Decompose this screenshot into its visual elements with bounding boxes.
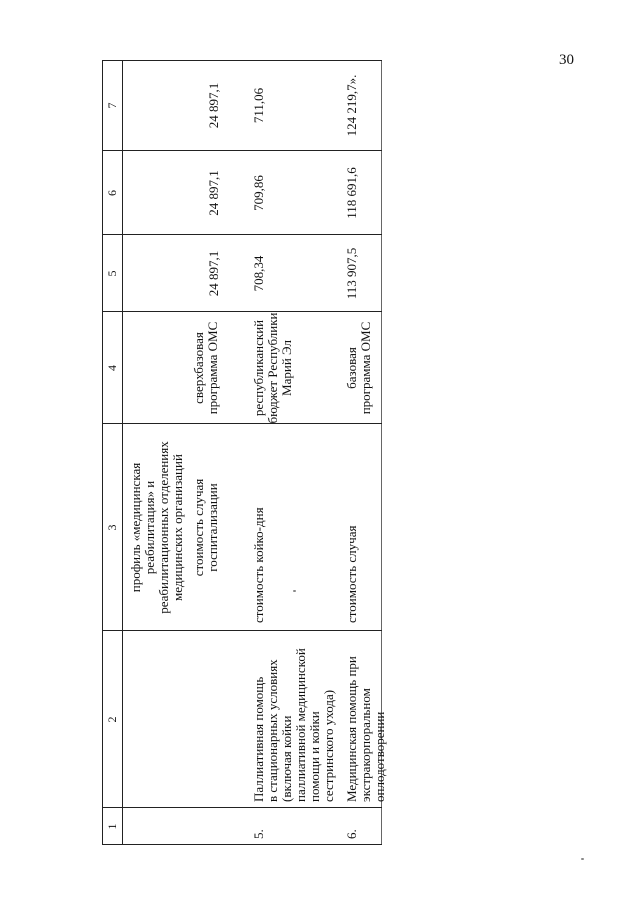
header-col-5: 5	[105, 270, 119, 277]
scan-speck	[581, 858, 584, 860]
continuation-value-col7: 24 897,1	[206, 82, 221, 129]
col-divider-1	[102, 807, 382, 808]
header-col-7: 7	[105, 102, 119, 109]
continuation-unit: стоимость случая госпитализации	[191, 478, 220, 577]
col-divider-5	[102, 234, 382, 235]
table-border-top	[102, 60, 103, 845]
row-5-unit: стоимость койко-дня	[251, 507, 266, 623]
header-col-3: 3	[105, 524, 119, 531]
continuation-value-col5: 24 897,1	[206, 250, 221, 297]
data-table	[102, 60, 387, 845]
row-5-value-col5: 708,34	[251, 255, 266, 292]
header-col-2: 2	[105, 716, 119, 723]
header-col-6: 6	[105, 190, 119, 196]
table-border-right	[102, 60, 382, 61]
row-5-number: 5.	[251, 829, 266, 839]
row-6-value-col7: 124 219,7».	[344, 74, 359, 137]
page-number: 30	[559, 52, 574, 68]
row-6-service-name: Медицинская помощь при экстракорпоральном оплодотворении	[344, 656, 387, 802]
row-5-service-name: Паллиативная помощь в стационарных условиях (включая койки паллиативной медицинской помощи и койки сестринского ухода)	[251, 648, 336, 802]
row-5-value-col6: 709,86	[251, 175, 266, 211]
row-5-source: республиканский бюджет Республики Марий Эл	[251, 312, 294, 424]
row-6-number: 6.	[344, 829, 359, 839]
col-divider-4	[102, 311, 382, 312]
row-6-value-col5: 113 907,5	[344, 247, 359, 300]
col-divider-6	[102, 150, 382, 151]
header-col-1: 1	[105, 823, 119, 830]
row-6-source: базовая программа ОМС	[344, 321, 373, 415]
table-border-left	[102, 844, 382, 845]
header-separator	[122, 60, 123, 845]
header-col-4: 4	[105, 365, 119, 371]
row-6-value-col6: 118 691,6	[344, 167, 359, 219]
row-6-unit: стоимость случая	[344, 525, 359, 623]
continuation-source: сверхбазовая программа ОМС	[191, 321, 220, 415]
scan-speck	[293, 590, 296, 592]
continuation-value-col6: 24 897,1	[206, 170, 221, 216]
continuation-profile-text: профиль «медицинская реабилитация» и реабилитационных отделениях медицинских организаций	[128, 441, 185, 614]
row-5-value-col7: 711,06	[251, 87, 266, 124]
